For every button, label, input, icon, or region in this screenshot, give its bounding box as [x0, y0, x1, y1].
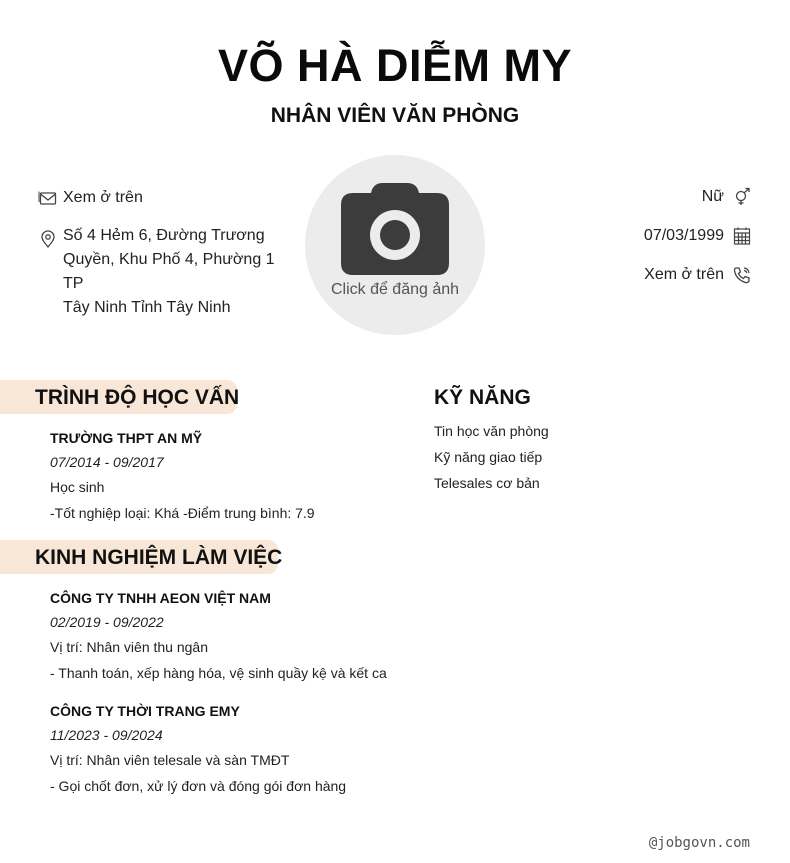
skills-heading: KỸ NĂNG	[434, 386, 531, 409]
photo-caption: Click để đăng ảnh	[330, 281, 460, 298]
address-row	[38, 224, 298, 316]
job-title: NHÂN VIÊN VĂN PHÒNG	[270, 104, 520, 127]
job-period: 11/2023 - 09/2024	[50, 727, 163, 743]
phone-value: Xem ở trên	[644, 266, 724, 283]
education-role: Học sinh	[50, 479, 105, 495]
experience-heading: KINH NGHIỆM LÀM VIỆC	[35, 546, 283, 569]
address-line-2: Quyền, Khu Phố 4, Phường 1 TP	[63, 251, 275, 292]
job-company: CÔNG TY TNHH AEON VIỆT NAM	[50, 590, 271, 606]
job-company: CÔNG TY THỜI TRANG EMY	[50, 703, 240, 719]
job-period: 02/2019 - 09/2022	[50, 614, 164, 630]
skill-item: Kỹ năng giao tiếp	[434, 449, 543, 465]
phone-row	[644, 265, 752, 285]
camera-icon	[341, 181, 449, 275]
education-heading-bar	[0, 380, 240, 414]
map-pin-icon	[38, 229, 58, 249]
watermark: @jobgovn.com	[648, 835, 750, 851]
education-heading: TRÌNH ĐỘ HỌC VẤN	[35, 386, 240, 409]
experience-heading-bar	[0, 540, 283, 574]
education-detail: -Tốt nghiệp loại: Khá -Điểm trung bình: 7.9	[50, 505, 315, 521]
envelope-icon	[38, 188, 58, 208]
job-role: Vị trí: Nhân viên telesale và sàn TMĐT	[50, 752, 290, 768]
school-name: TRƯỜNG THPT AN MỸ	[50, 430, 203, 446]
address-value	[63, 224, 298, 320]
photo-upload[interactable]	[305, 155, 485, 335]
job-detail: - Gọi chốt đơn, xử lý đơn và đóng gói đơn hàng	[50, 778, 347, 794]
calendar-icon	[732, 226, 752, 246]
education-period: 07/2014 - 09/2017	[50, 454, 164, 470]
skill-item: Tin học văn phòng	[434, 423, 549, 439]
gender-row	[702, 187, 752, 207]
gender-icon	[732, 187, 752, 207]
skill-item: Telesales cơ bản	[434, 475, 540, 491]
gender-value: Nữ	[701, 188, 724, 205]
birthday-value: 07/03/1999	[643, 227, 724, 244]
phone-icon	[732, 265, 752, 285]
birthday-row	[644, 226, 752, 246]
job-detail: - Thanh toán, xếp hàng hóa, vệ sinh quầy kệ và kết ca	[50, 665, 387, 681]
email-value: Xem ở trên	[63, 189, 143, 206]
job-role: Vị trí: Nhân viên thu ngân	[50, 639, 208, 655]
address-line-3: Tây Ninh Tỉnh Tây Ninh	[63, 299, 231, 316]
candidate-name: VÕ HÀ DIỄM MY	[217, 40, 573, 91]
address-line-1: Số 4 Hẻm 6, Đường Trương	[63, 227, 265, 244]
email-row	[38, 186, 278, 210]
